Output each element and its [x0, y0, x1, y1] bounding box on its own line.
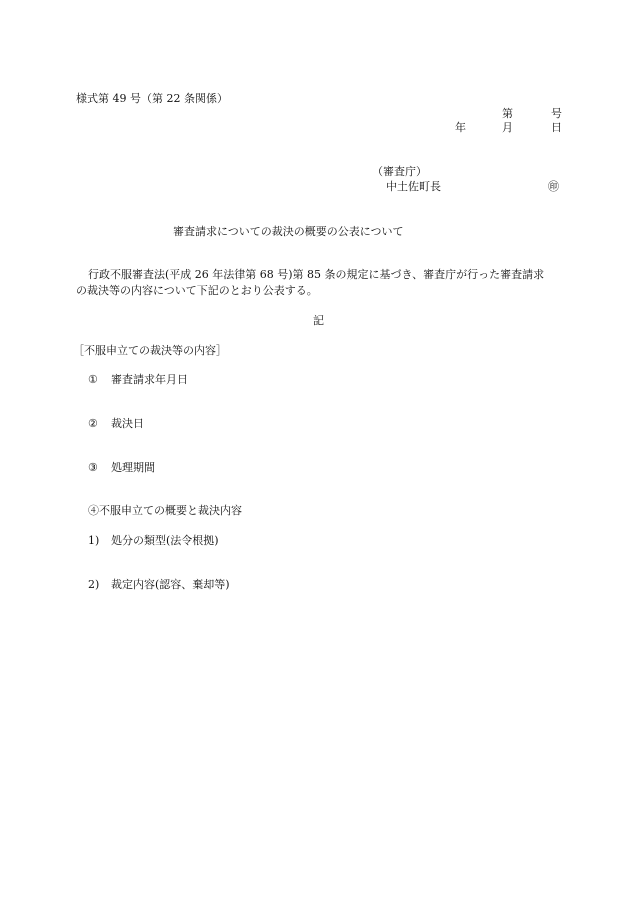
item-2-label: 裁決日 — [111, 417, 144, 430]
item-1-number: ① — [88, 373, 98, 386]
issuer-agency-label: （審査庁） — [372, 165, 427, 178]
section-heading: ［不服申立ての裁決等の内容］ — [73, 344, 227, 357]
item-4-label: ④不服申立ての概要と裁決内容 — [88, 504, 242, 517]
document-title: 審査請求についての裁決の概要の公表について — [173, 225, 404, 238]
item-3-label: 処理期間 — [111, 461, 155, 474]
item-1-label: 審査請求年月日 — [111, 373, 188, 386]
doc-number-prefix: 第 — [502, 107, 513, 120]
date-year: 年 — [455, 121, 466, 134]
item-3-number: ③ — [88, 461, 98, 474]
subitem-2-label: 裁定内容(認容、棄却等) — [111, 578, 230, 591]
form-number: 様式第 49 号（第 22 条関係） — [76, 92, 228, 105]
item-2-number: ② — [88, 417, 98, 430]
body-text-line-1: 行政不服審査法(平成 26 年法律第 68 号)第 85 条の規定に基づき、審査庁が行った審査請求 — [88, 268, 545, 281]
date-day: 日 — [551, 121, 562, 134]
doc-number-suffix: 号 — [551, 107, 562, 120]
seal-mark: ㊞ — [548, 180, 559, 193]
subitem-1-number: 1) — [88, 534, 100, 547]
body-text-line-2: の裁決等の内容について下記のとおり公表する。 — [76, 284, 318, 297]
subitem-2-number: 2) — [88, 578, 100, 591]
ki-marker: 記 — [313, 314, 324, 327]
issuer-name: 中土佐町長 — [386, 180, 441, 193]
subitem-1-label: 処分の類型(法令根拠) — [111, 534, 219, 547]
date-month: 月 — [502, 121, 513, 134]
